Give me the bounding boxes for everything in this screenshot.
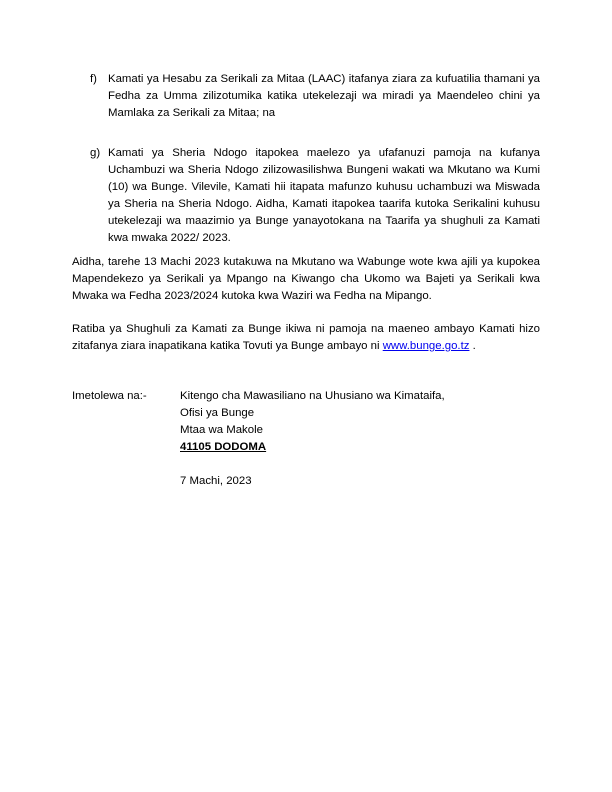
bunge-website-link[interactable]: www.bunge.go.tz — [382, 340, 470, 352]
signature-unit: Kitengo cha Mawasiliano na Uhusiano wa Kimataifa, — [180, 390, 445, 402]
list-item-text: Kamati ya Hesabu za Serikali za Mitaa (LAAC) itafanya ziara za kufuatilia thamani ya Fedha za Umma zilizotumika katika utekelezaji wa miradi ya Maendeleo chini ya Mamlaka za Serikali za Mitaa; na — [108, 73, 540, 119]
signature-block — [180, 388, 445, 490]
signature-street: Mtaa wa Makole — [180, 424, 263, 436]
paragraph-schedule-end: . — [469, 340, 476, 352]
paragraph-schedule-text: Ratiba ya Shughuli za Kamati za Bunge ikiwa ni pamoja na maeneo ambayo Kamati hizo zitafanya ziara inapatikana katika Tovuti ya Bunge ambayo ni — [72, 323, 540, 352]
list-item-f — [90, 71, 540, 122]
list-marker: f) — [90, 73, 97, 85]
list-marker: g) — [90, 147, 101, 159]
paragraph-schedule — [72, 321, 540, 355]
signature-office: Ofisi ya Bunge — [180, 407, 255, 419]
list-item-g — [90, 145, 540, 247]
signature-date: 7 Machi, 2023 — [180, 475, 252, 487]
signature-postal: 41105 DODOMA — [180, 441, 267, 453]
paragraph-meeting: Aidha, tarehe 13 Machi 2023 kutakuwa na Mkutano wa Wabunge wote kwa ajili ya kupokea Mapendekezo ya Serikali ya Mpango na Kiwango cha Ukomo wa Bajeti ya Serikali kwa Mwaka wa Fedha 2023/2024 kutoka kwa Waziri wa Fedha na Mipango. — [72, 256, 540, 302]
spacer — [180, 456, 445, 473]
issued-by-label: Imetolewa na:- — [72, 390, 147, 402]
list-item-text: Kamati ya Sheria Ndogo itapokea maelezo ya ufafanuzi pamoja na kufanya Uchambuzi wa Sheria Ndogo zilizowasilishwa Bungeni wakati wa Mkutano wa Kumi (10) wa Bunge. Vilevile, Kamati hii itapata mafunzo kuhusu uchambuzi wa Miswada ya Sheria na Sheria Ndogo. Aidha, Kamati itapokea taarifa kutoka Serikalini kuhusu utekelezaji wa maazimio ya Bunge yanayotokana na Taarifa ya shughuli za Kamati kwa mwaka 2022/ 2023. — [108, 147, 540, 244]
